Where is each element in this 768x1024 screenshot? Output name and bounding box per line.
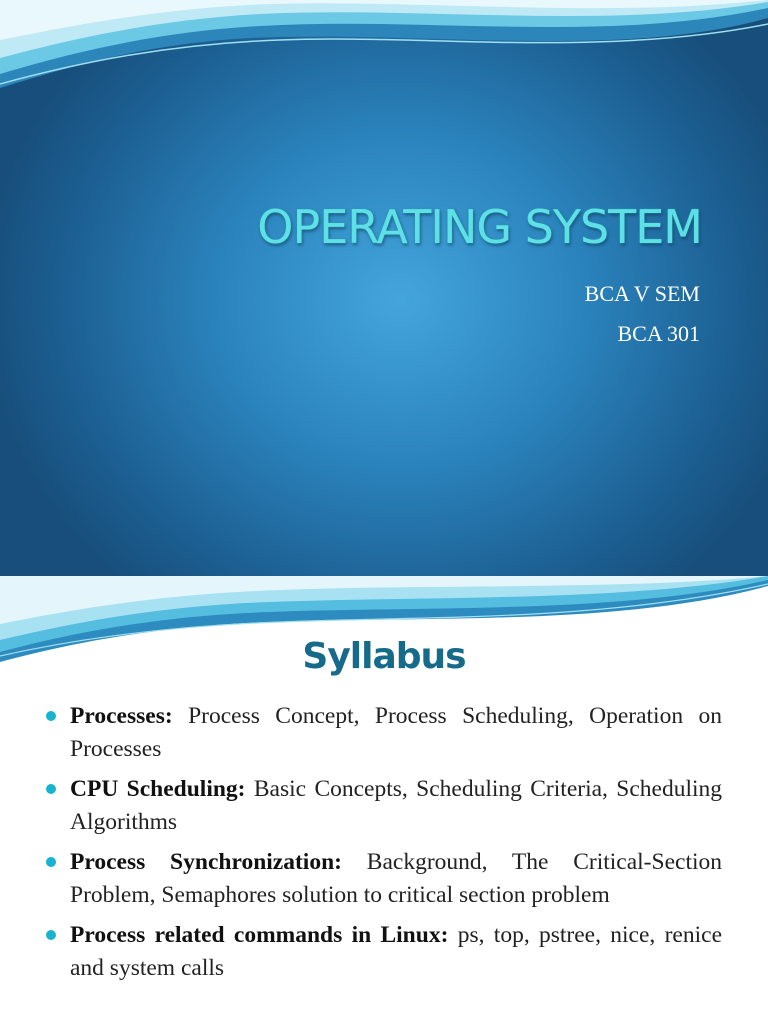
bullet-dot (46, 711, 56, 721)
syllabus-list (44, 700, 722, 992)
item-term: Processes: (70, 703, 173, 729)
list-item (44, 700, 722, 766)
wave-decoration (0, 0, 768, 100)
syllabus-heading: Syllabus (302, 636, 466, 677)
list-item (44, 846, 722, 912)
bullet-dot (46, 857, 56, 867)
bullet-dot (46, 784, 56, 794)
item-text: Basic Concepts, Scheduling Criteria, Scheduling Algorithms (70, 776, 723, 835)
list-item (44, 919, 722, 985)
item-term: CPU Scheduling: (70, 776, 246, 802)
bullet-dot (46, 930, 56, 940)
subtitle-course-code: BCA 301 (617, 321, 700, 346)
list-item (44, 773, 722, 839)
subtitle-semester: BCA V SEM (584, 281, 700, 306)
syllabus-slide (0, 576, 768, 1024)
item-text: Process Concept, Process Scheduling, Operation on Processes (70, 703, 722, 762)
item-term: Process related commands in Linux: (70, 922, 449, 948)
item-text: Background, The Critical-Section Problem, Semaphores solution to critical section problem (70, 849, 723, 908)
item-text: ps, top, pstree, nice, renice and system calls (70, 922, 722, 981)
item-term: Process Synchronization: (70, 849, 342, 875)
slide-title: OPERATING SYSTEM (257, 200, 702, 254)
